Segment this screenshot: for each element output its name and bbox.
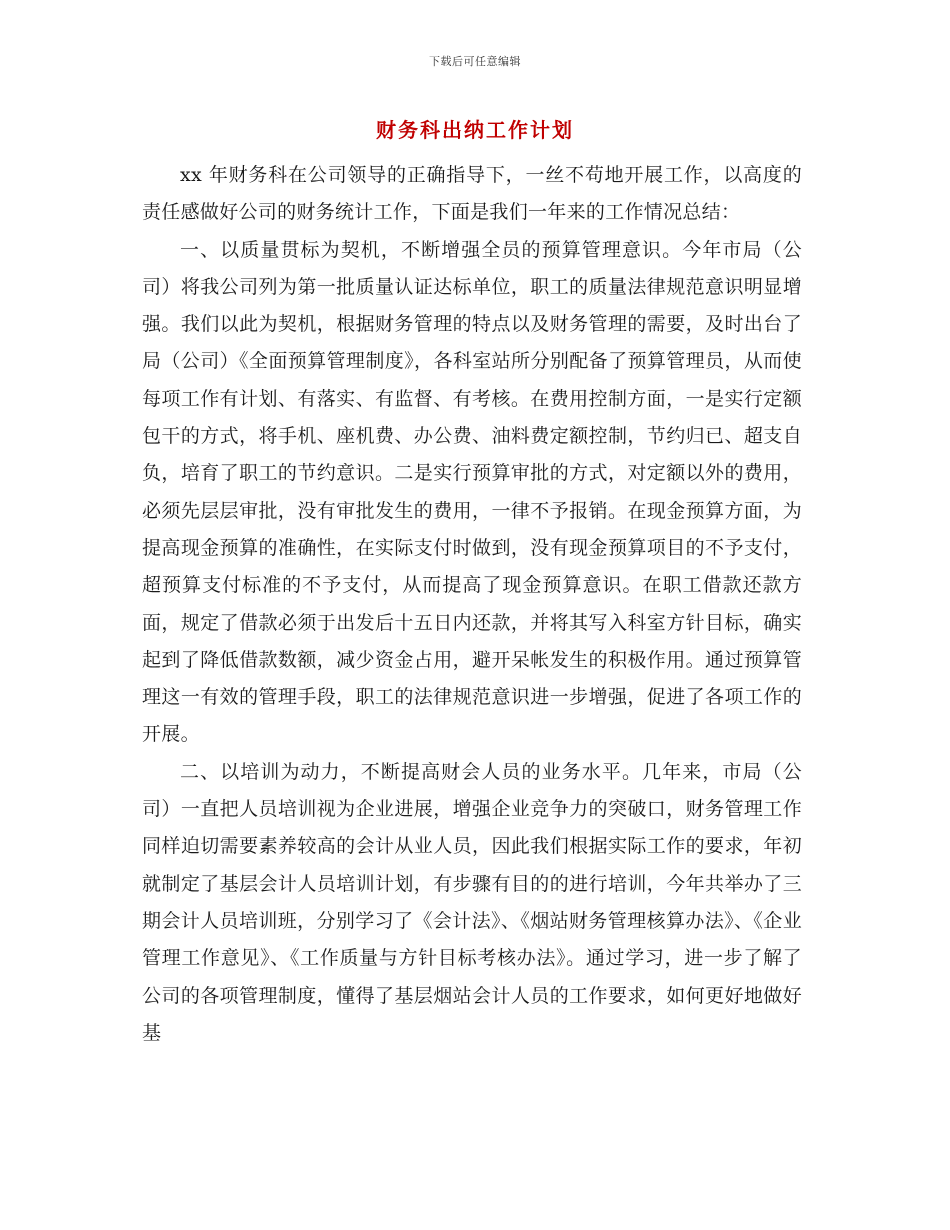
- header-note: 下载后可任意编辑: [429, 55, 521, 68]
- document-body: [142, 157, 802, 1052]
- paragraph-section-1: 一、以质量贯标为契机，不断增强全员的预算管理意识。今年市局（公司）将我公司列为第一批质量认证达标单位，职工的质量法律规范意识明显增强。我们以此为契机，根据财务管理的特点以及财务管理的需要，及时出台了局（公司）《全面预算管理制度》，各科室站所分别配备了预算管理员，从而使每项工作有计划、有落实、有监督、有考核。在费用控制方面，一是实行定额包干的方式，将手机、座机费、办公费、油料费定额控制，节约归已、超支自负，培育了职工的节约意识。二是实行预算审批的方式，对定额以外的费用，必须先层层审批，没有审批发生的费用，一律不予报销。在现金预算方面，为提高现金预算的准确性，在实际支付时做到，没有现金预算项目的不予支付，超预算支付标准的不予支付，从而提高了现金预算意识。在职工借款还款方面，规定了借款必须于出发后十五日内还款，并将其写入科室方针目标，确实起到了降低借款数额，减少资金占用，避开呆帐发生的积极作用。通过预算管理这一有效的管理手段，职工的法律规范意识进一步增强，促进了各项工作的开展。: [142, 238, 802, 746]
- paragraph-section-2: 二、以培训为动力，不断提高财会人员的业务水平。几年来，市局（公司）一直把人员培训视为企业进展，增强企业竞争力的突破口，财务管理工作同样迫切需要素养较高的会计从业人员，因此我们根据实际工作的要求，年初就制定了基层会计人员培训计划，有步骤有目的的进行培训，今年共举办了三期会计人员培训班，分别学习了《会计法》、《烟站财务管理核算办法》、《企业管理工作意见》、《工作质量与方针目标考核办法》。通过学习，进一步了解了公司的各项管理制度，懂得了基层烟站会计人员的工作要求，如何更好地做好基: [142, 760, 802, 1044]
- document-title: 财务科出纳工作计划: [376, 118, 574, 142]
- paragraph-intro: xx 年财务科在公司领导的正确指导下，一丝不苟地开展工作，以高度的责任感做好公司的财务统计工作，下面是我们一年来的工作情况总结：: [142, 164, 802, 224]
